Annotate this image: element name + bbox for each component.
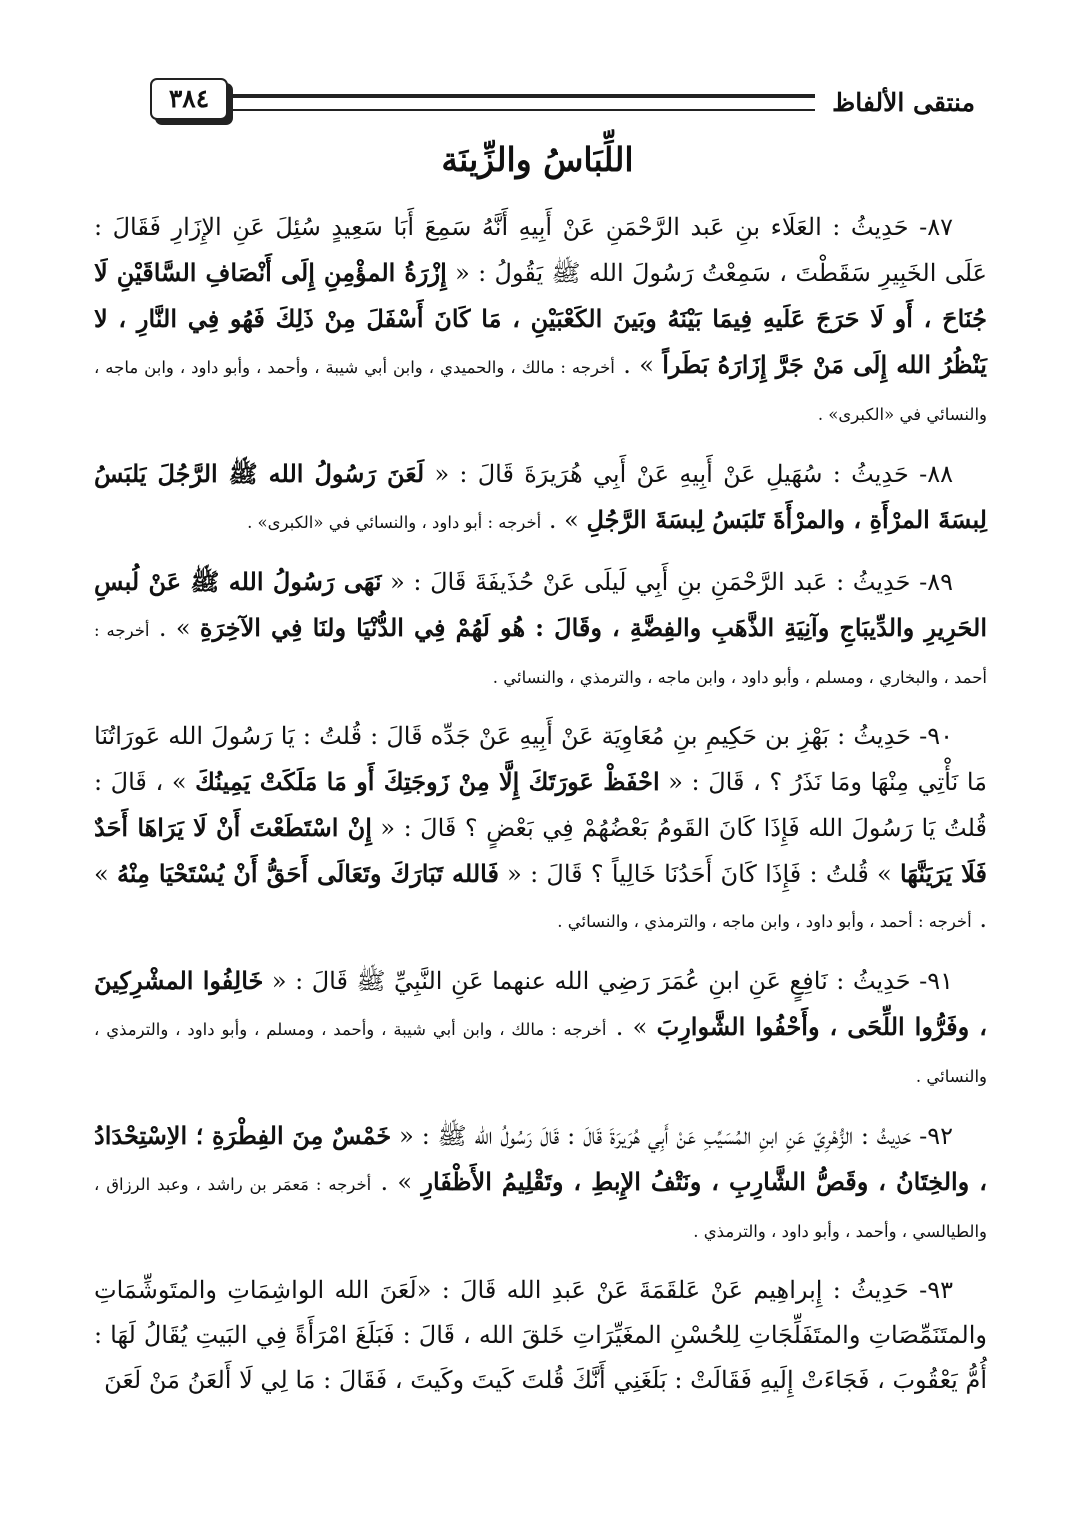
chapter-title: اللِّبَاسُ والزِّينَة bbox=[441, 140, 634, 179]
hadith-intro: ٩٢- حَدِيثُ : الزُّهْرِيّ عَنِ ابنِ المُسَيِّبِ عَنْ أَبِي هُرَيرَةَ قَالَ : قَالَ رَسُولُ الله ﷺ : « bbox=[399, 1122, 954, 1150]
hadith-close: » . bbox=[623, 351, 654, 379]
hadith-close: » . bbox=[548, 506, 579, 534]
hadith-90 bbox=[94, 714, 987, 944]
running-header bbox=[150, 74, 975, 124]
page-number: ٣٨٤ bbox=[150, 78, 228, 120]
hadith-intro: ٨٨- حَدِيثُ : سُهَيلِ عَنْ أَبِيهِ عَنْ أَبِي هُرَيرَةَ قَالَ : « bbox=[434, 460, 953, 488]
hadith-intro: ٨٧- حَدِيثُ : العَلَاء بنِ عَبد الرَّحْمَنِ عَنْ أَبِيهِ أَنَّهُ سَمِعَ أَبَا سَعِيدٍ سُئِلَ عَنِ الإِزَارِ فَقَالَ : عَلَى الخَبِيرِ سَقَطْتَ ، سَمِعْتُ رَسُولَ الله ﷺ يَقُولُ : « bbox=[94, 213, 987, 287]
hadith-close: » . bbox=[380, 1168, 413, 1196]
hadith-text: » ، قَالَ : قُلتُ يَا رَسُولَ الله فَإِذَا كَانَ القَومُ بَعْضُهُمْ فِي بَعْضٍ ؟ قَالَ : « bbox=[94, 768, 987, 842]
hadith-quote: إِنْ اسْتَطَعْتَ أَنْ لَا يَرَاهَا أَحَدٌ فَلَا يَرَيَنَّهَا bbox=[94, 813, 987, 888]
hadith-quote: احْفَظْ عَورَتَكَ إِلَّا مِنْ زَوجَتِكَ أَو مَا مَلَكَتْ يَمِينُكَ bbox=[195, 767, 660, 796]
header-rule bbox=[212, 94, 815, 111]
page-body bbox=[94, 205, 987, 1417]
hadith-source: أخرجه : أحمد ، وأبو داود ، وابن ماجه ، والترمذي ، والنسائي . bbox=[557, 912, 972, 931]
hadith-quote: إِزْرَةُ المؤْمِنِ إِلَى أَنْصَافِ السَّاقَيْنِ لَا جُنَاحَ ، أَو لَا حَرَجَ عَلَيهِ فِيمَا بَيْنَهُ وبَينَ الكَعْبَيْنِ ، مَا كَانَ أَسْفَلَ مِنْ ذَلِكَ فَهُو فِي النَّارِ ، لا يَنْظُرُ الله إِلَى مَنْ جَرَّ إِزَارَهُ بَطَراً bbox=[94, 258, 987, 379]
hadith-intro: ٨٩- حَدِيثُ : عَبد الرَّحْمَنِ بنِ أَبِي لَيلَى عَنْ حُذَيفَةَ قَالَ : « bbox=[390, 568, 953, 596]
hadith-source: أخرجه : مالك ، وابن أبي شيبة ، وأحمد ، ومسلم ، وأبو داود ، والترمذي ، والنسائي . bbox=[94, 1020, 987, 1086]
hadith-92 bbox=[94, 1113, 987, 1254]
hadith-intro: ٩٠- حَدِيثُ : بَهْزِ بن حَكِيمِ بنِ مُعَاوِيَة عَنْ أَبِيهِ عَنْ جَدِّه قَالَ : قُلتُ : يَا رَسُولَ الله عَورَاتُنَا مَا نَأْتِي مِنْهَا ومَا نَذَرُ ؟ ، قَالَ : « bbox=[94, 722, 988, 796]
book-title: منتقى الألفاظ bbox=[832, 88, 975, 117]
hadith-text: ٩٣- حَدِيثُ : إِبراهِيم عَنْ عَلقَمَةَ عَنْ عَبدِ الله قَالَ : «لَعَنَ الله الواشِمَاتِ والمتَوشِّمَاتِ والمتَنَمِّصَاتِ والمتَفَلِّجَاتِ لِلحُسْنِ المغَيِّرَاتِ خَلقَ الله ، قَالَ : فَبَلَغَ امْرَأَةً فِي البَيتِ يُقَالُ لَهَا : أُمُّ يَعْقُوبَ ، فَجَاءَتْ إِلَيهِ فَقَالَتْ : بَلَغَنِي أَنَّكَ قُلتَ كَيتَ وكَيتَ ، فَقَالَ : مَا لِي لَا أَلعَنُ مَنْ لَعَنَ bbox=[94, 1276, 987, 1394]
hadith-87 bbox=[94, 205, 987, 437]
hadith-quote: فَالله تَبَارَكَ وتَعَالَى أَحَقُّ أَنْ يُسْتَحْيَا مِنْهُ bbox=[116, 859, 499, 888]
hadith-close: » . bbox=[94, 860, 987, 933]
hadith-93 bbox=[94, 1268, 987, 1403]
hadith-source: أخرجه : مَعمَر بن راشد ، وعبد الرزاق ، والطيالسي ، وأحمد ، وأبو داود ، والترمذي . bbox=[94, 1175, 987, 1241]
hadith-source: أخرجه : أحمد ، والبخاري ، ومسلم ، وأبو داود ، وابن ماجه ، والترمذي ، والنسائي . bbox=[94, 621, 987, 687]
hadith-source: أخرجه : أبو داود ، والنسائي في «الكبرى» . bbox=[247, 513, 542, 532]
hadith-quote: لَعَنَ رَسُولُ الله ﷺ الرَّجُلَ يَلبَسُ لِبسَةَ المرْأَةِ ، والمرْأَةَ تَلبَسُ لِبسَةَ الرَّجُلِ bbox=[94, 459, 987, 534]
hadith-close: » . bbox=[615, 1013, 648, 1041]
hadith-91 bbox=[94, 958, 987, 1099]
hadith-quote: خَمْسٌ مِنَ الفِطْرَةِ ؛ الاِسْتِحْدَادُ ، والخِتَانُ ، وقَصُّ الشَّارِبِ ، ونَتْفُ الإِبطِ ، وتَقْلِيمُ الأَظْفَارِ bbox=[94, 1121, 987, 1196]
hadith-quote: نَهَى رَسُولُ الله ﷺ عَنْ لُبسِ الحَرِيرِ والدِّيبَاجِ وآنِيَةِ الذَّهَبِ والفِضَّةِ ، وقَالَ : هُو لَهُمْ فِي الدُّنْيَا ولنَا فِي الآخِرَةِ bbox=[94, 567, 987, 642]
hadith-88 bbox=[94, 451, 987, 545]
hadith-source: أخرجه : مالك ، والحميدي ، وابن أبي شيبة ، وأحمد ، وأبو داود ، وابن ماجه ، والنسائي في «الكبرى» . bbox=[94, 358, 987, 424]
hadith-intro: ٩١- حَدِيثُ : نَافِعٍ عَنِ ابنِ عُمَرَ رَضِي الله عنهما عَنِ النَّبِيِّ ﷺ قَالَ : « bbox=[271, 967, 953, 995]
hadith-quote: خَالِفُوا المشْرِكِينَ ، وفَرُّوا اللِّحَى ، وأَحْفُوا الشَّوارِبَ bbox=[94, 966, 987, 1041]
hadith-close: » . bbox=[158, 614, 191, 642]
hadith-89 bbox=[94, 559, 987, 700]
hadith-text: » قُلتُ : فَإِذَا كَانَ أَحَدُنَا خَالِياً ؟ قَالَ : « bbox=[507, 860, 892, 888]
